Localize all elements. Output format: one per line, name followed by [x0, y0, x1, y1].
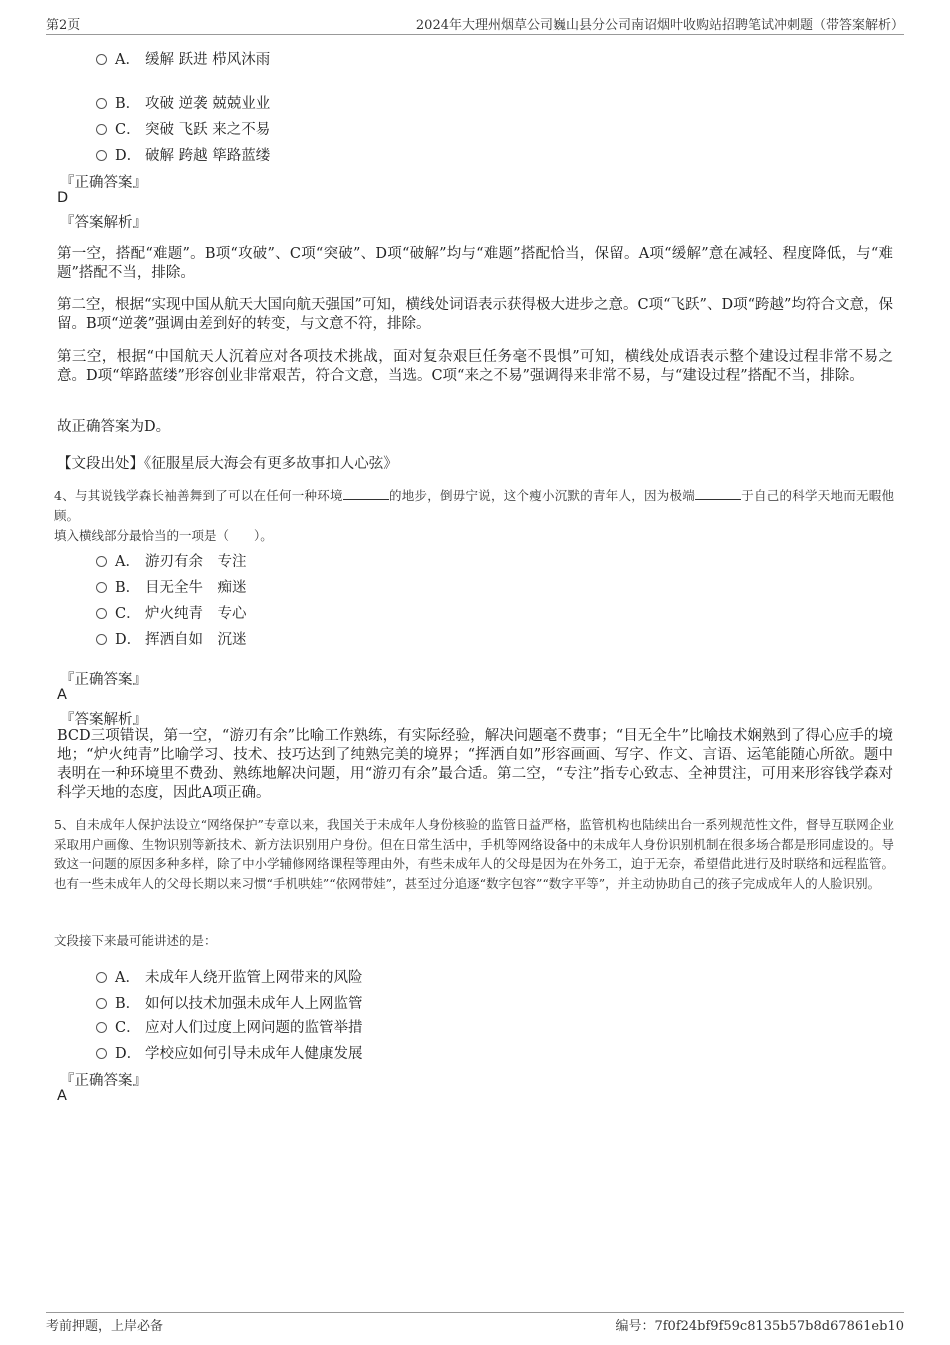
q3-analysis-paragraph: 第三空，根据“中国航天人沉着应对各项技术挑战，面对复杂艰巨任务毫不畏惧”可知，横线处成语表示整个建设过程非常不易之意。D项“筚路蓝缕”形容创业非常艰苦，符合文意，当选。C项“来之不易”强调得来非常不易，与“建设过程”搭配不当，排除。	[57, 349, 893, 384]
q4-option-a[interactable]: A． 游刃有余 专注	[96, 550, 247, 570]
blank	[695, 487, 741, 500]
q5-option-b[interactable]: B． 如何以技术加强未成年人上网监管	[96, 992, 363, 1012]
blank	[343, 487, 389, 500]
page-number: 第2页	[46, 18, 81, 33]
q4-prompt: 填入横线部分最恰当的一项是（ ）。	[54, 528, 273, 543]
q3-analysis-label: 『答案解析』	[60, 215, 147, 231]
document-id: 编号：7f0f24bf9f59c8135b57b8d67861eb10	[615, 1319, 904, 1334]
q5-answer-label: 『正确答案』	[60, 1073, 147, 1089]
q5-answer: A	[57, 1088, 67, 1104]
footer-slogan: 考前押题，上岸必备	[46, 1319, 164, 1334]
radio-icon[interactable]	[96, 582, 107, 593]
q4-analysis: BCD三项错误，第一空，“游刃有余”比喻工作熟练，有实际经验，解决问题毫不费事；“目无全牛”比喻技术娴熟到了得心应手的境地；“炉火纯青”比喻学习、技术、技巧达到了纯熟完美的境界；“挥洒自如”形容画画、写字、作文、言语、运笔能随心所欲。题中表明在一种环境里不费劲、熟练地解决问题，用“游刃有余”最合适。第二空，“专注”指专心致志、全神贯注，可用来形容钱学森对科学天地的态度，因此A项正确。	[57, 728, 893, 801]
q3-option-b[interactable]: B． 攻破 逆袭 兢兢业业	[96, 92, 270, 112]
q4-option-c[interactable]: C． 炉火纯青 专心	[96, 602, 247, 622]
q3-answer: D	[57, 190, 69, 206]
q3-conclusion: 故正确答案为D。	[57, 419, 171, 435]
radio-icon[interactable]	[96, 998, 107, 1009]
page-footer	[46, 1312, 904, 1335]
radio-icon[interactable]	[96, 608, 107, 619]
q4-answer: A	[57, 687, 67, 703]
q3-analysis-paragraph: 第二空，根据“实现中国从航天大国向航天强国”可知，横线处词语表示获得极大进步之意。C项“飞跃”、D项“跨越”均符合文意，保留。B项“逆袭”强调由差到好的转变，与文意不符，排除。	[57, 297, 893, 332]
q3-option-a[interactable]: A． 缓解 跃进 栉风沐雨	[96, 48, 270, 68]
radio-icon[interactable]	[96, 1048, 107, 1059]
q5-stem: 5、自未成年人保护法设立“网络保护”专章以来，我国关于未成年人身份核验的监管日益严格，监管机构也陆续出台一系列规范性文件，督导互联网企业采取用户画像、生物识别等新技术、新方法识别用户身份。但在日常生活中，手机等网络设备中的未成年人身份识别机制在很多场合都是形同虚设的。导致这一问题的原因多种多样，除了中小学辅修网络课程等理由外，有些未成年人的父母是因为在外务工，迫于无奈，希望借此进行及时联络和远程监管。也有一些未成年人的父母长期以来习惯“手机哄娃”“依网带娃”，甚至过分追逐“数字包容”“数字平等”，并主动协助自己的孩子完成成年人的人脸识别。	[54, 817, 894, 891]
page-header	[46, 14, 904, 35]
radio-icon[interactable]	[96, 98, 107, 109]
document-title: 2024年大理州烟草公司巍山县分公司南诏烟叶收购站招聘笔试冲刺题（带答案解析）	[415, 18, 904, 33]
radio-icon[interactable]	[96, 124, 107, 135]
q4-stem: 4、与其说钱学森长袖善舞到了可以在任何一种环境 的地步，倒毋宁说，这个瘦小沉默的青年人，因为极端 于自己的科学天地而无暇他顾。	[54, 488, 894, 523]
radio-icon[interactable]	[96, 1022, 107, 1033]
q3-analysis-paragraph: 第一空，搭配“难题”。B项“攻破”、C项“突破”、D项“破解”均与“难题”搭配恰当，保留。A项“缓解”意在减轻、程度降低，与“难题”搭配不当，排除。	[57, 246, 893, 281]
q4-answer-label: 『正确答案』	[60, 672, 147, 688]
radio-icon[interactable]	[96, 972, 107, 983]
q5-prompt: 文段接下来最可能讲述的是：	[54, 933, 217, 948]
q3-source: 【文段出处】《征服星辰大海会有更多故事扣人心弦》	[57, 456, 398, 472]
q3-option-d[interactable]: D． 破解 跨越 筚路蓝缕	[96, 144, 270, 164]
q4-option-b[interactable]: B． 目无全牛 痴迷	[96, 576, 247, 596]
q4-option-d[interactable]: D． 挥洒自如 沉迷	[96, 628, 247, 648]
q3-answer-label: 『正确答案』	[60, 175, 147, 191]
radio-icon[interactable]	[96, 556, 107, 567]
q3-option-c[interactable]: C． 突破 飞跃 来之不易	[96, 118, 270, 138]
q4-analysis-label: 『答案解析』	[60, 712, 147, 728]
q5-option-d[interactable]: D． 学校应如何引导未成年人健康发展	[96, 1042, 363, 1062]
radio-icon[interactable]	[96, 150, 107, 161]
radio-icon[interactable]	[96, 634, 107, 645]
radio-icon[interactable]	[96, 54, 107, 65]
q5-option-c[interactable]: C． 应对人们过度上网问题的监管举措	[96, 1016, 363, 1036]
q5-option-a[interactable]: A． 未成年人绕开监管上网带来的风险	[96, 966, 363, 986]
